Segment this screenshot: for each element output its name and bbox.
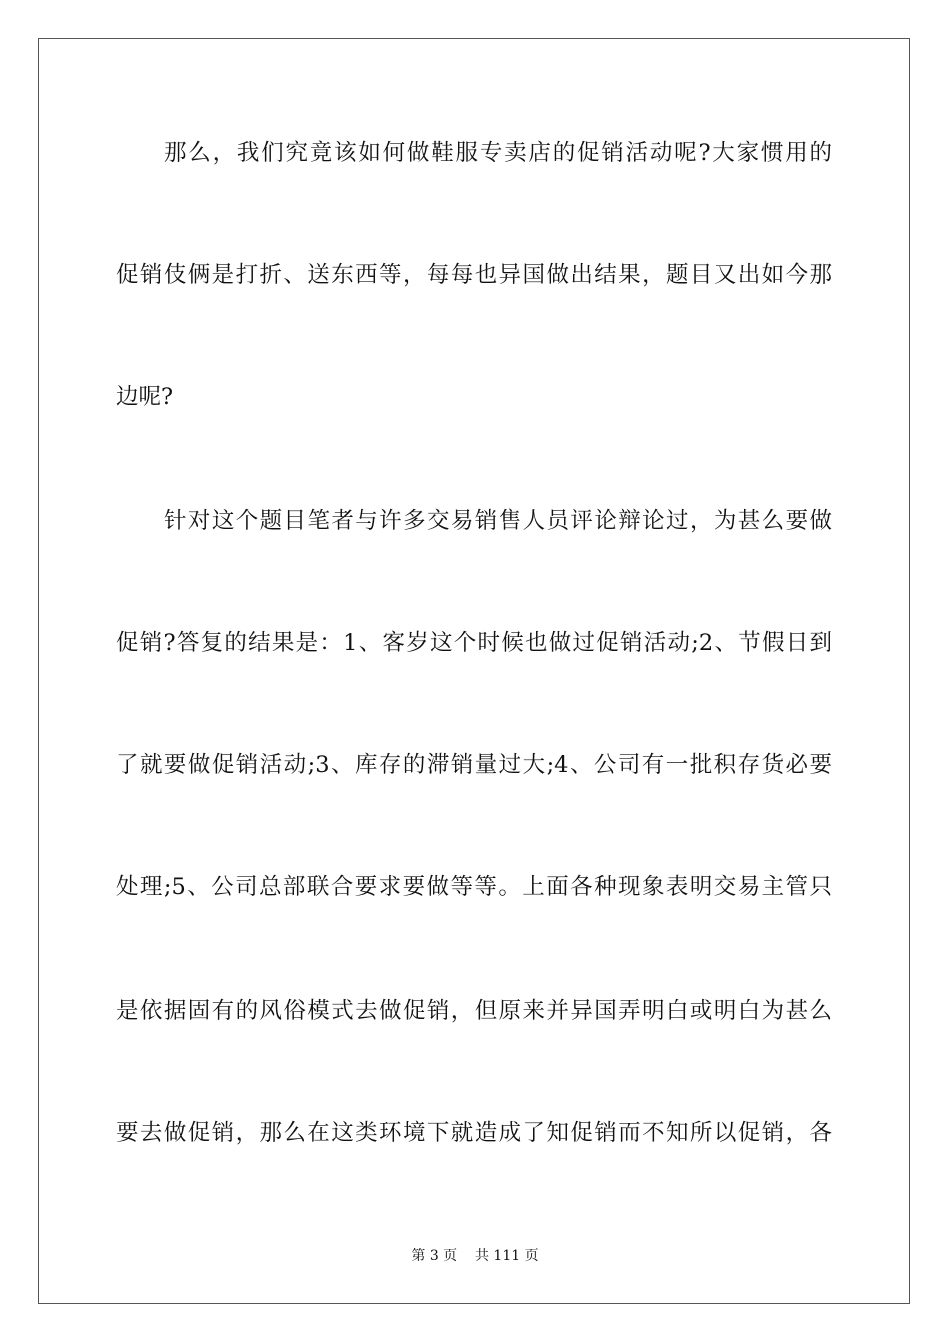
paragraph-1-line-1: 那么，我们究竟该如何做鞋服专卖店的促销活动呢?大家惯用的 bbox=[164, 140, 832, 166]
paragraph-2-line-5: 是依据固有的风俗模式去做促销，但原来并异国弄明白或明白为甚么 bbox=[116, 998, 832, 1024]
paragraph-2-line-1: 针对这个题目笔者与许多交易销售人员评论辩论过，为甚么要做 bbox=[164, 508, 832, 534]
paragraph-1-line-3: 边呢? bbox=[116, 384, 174, 410]
page-border bbox=[38, 38, 910, 1304]
paragraph-1-line-2: 促销伎俩是打折、送东西等，每每也异国做出结果，题目又出如今那 bbox=[116, 262, 832, 288]
paragraph-2-line-3: 了就要做促销活动;3、库存的滞销量过大;4、公司有一批积存货必要 bbox=[116, 752, 832, 778]
paragraph-2-line-6: 要去做促销，那么在这类环境下就造成了知促销而不知所以促销，各 bbox=[116, 1120, 832, 1146]
paragraph-2-line-4: 处理;5、公司总部联合要求要做等等。上面各种现象表明交易主管只 bbox=[116, 874, 832, 900]
page-number-footer: 第 3 页 共 111 页 bbox=[411, 1248, 539, 1264]
paragraph-2-line-2: 促销?答复的结果是：1、客岁这个时候也做过促销活动;2、节假日到 bbox=[116, 630, 832, 656]
